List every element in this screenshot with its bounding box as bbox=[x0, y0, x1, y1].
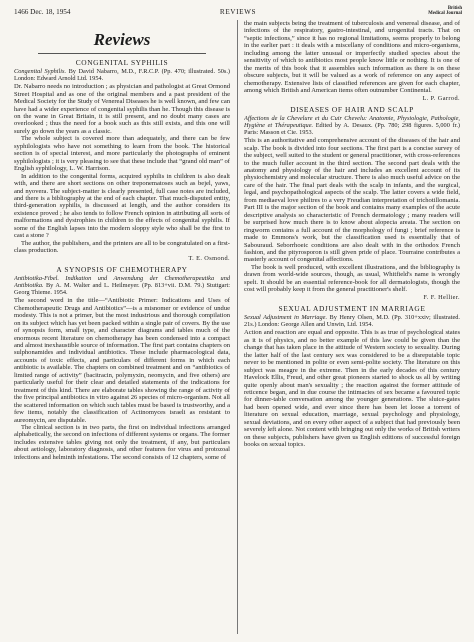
review-paragraph: This is an authoritative and comprehensive account of the diseases of the hair and scalp. The book is divided into four sections. The first part is a concise survey of the subject, well suited to the student or general practitioner, with cross-references to the much fuller account in the third section. The second part deals with the anatomy and physiology of the hair and includes an excellent account of its physiochemistry and molecular structure. There is also much useful advice on the care of the hair. The final part deals with the scalp in infants, and the surgical, legal, and psychopathological aspects of the scalp. The latter covers a wide field, from mediaeval love philtres to a very Freudian interpretation of trichotillomania. Part III is the major section of the book and contains many examples of the acute descriptive analysis so characteristic of French dermatology ; many readers will be surprised how much there is to know about alopecia areata. The section on ringworm contains a full account of the morphology of fungi ; brief reference is made to Emmons's work, but the classification used is essentially that of Sabouraud. Seborrhoeic conditions are also dealt with in the orthodox French fashion, and the pityrosporon is still given pride of place. Tourraine contributes a masterly account of congenital affections. bbox=[244, 137, 460, 264]
review-heading-congenital-syphilis: CONGENITAL SYPHILIS bbox=[75, 58, 169, 67]
review-paragraph: The clinical section is in two parts, the first on individual infections arranged alphabetically, the second on infections of different systems or organs. The former includes extensive tables giving not only the treatment, if any, but particulars about aetiology, laboratory diagnosis, and other features for virus and protozoal infections and helminth infestations. The second consists of 12 chapters, some of bbox=[14, 424, 230, 461]
book-details: By David Nabarro, M.D., F.R.C.P. (Pp. 470; illustrated. 50s.) London: Edward Arnold Ltd. 1954. bbox=[14, 68, 230, 83]
review-paragraph: In addition to the congenital forms, acquired syphilis in children is also dealt with, and there are short sections on other treponematoses such as bejel, yaws, and nyovera. The subject-matter is clearly presented, full case notes are included, and there is a bibliography at the end of each chapter. That much-disputed entity, third-generation syphilis, is discussed at length, and the author considers its existence proved ; he also tends to follow French opinion in attributing all sorts of malformations and dystrophies in children to the effects of congenital syphilis. If some of the English lapses into the modern sloppy style who shall be the first to cast a stone ? bbox=[14, 172, 230, 240]
book-title: Affections de la Chevelure et du Cuir Chevelu: Anatomie, Physiologie, Pathologie, Hygiène et Thérapeutique. bbox=[244, 114, 460, 130]
reviewer-signature: F. F. Hellier. bbox=[423, 293, 460, 301]
journal-name: British Medical Journal bbox=[428, 6, 462, 17]
reviewer-signature: T. E. Osmond. bbox=[188, 254, 230, 262]
book-title: Antibiotika-Fibel. Indikation und Anwendung der Chemotherapeutika und Antibiotika. bbox=[14, 275, 230, 290]
column-divider bbox=[237, 20, 238, 634]
book-title: Sexual Adjustment in Marriage. bbox=[244, 314, 328, 322]
review-heading-chemotherapy: A SYNOPSIS OF CHEMOTHERAPY bbox=[56, 265, 188, 275]
book-title: Congenital Syphilis. bbox=[14, 68, 67, 75]
review-heading-sexual-adjustment: SEXUAL ADJUSTMENT IN MARRIAGE bbox=[278, 304, 426, 314]
review-paragraph: The second word in the title—“Antibiotic Primer: Indications and Uses of Chemotherapeutic Drugs and Antibiotics”—is a misnomer or evidence of undue modesty. This is not a primer, but the most industrious and thorough compilation on its subject which has yet been packed within a single pair of covers. By the use of synopsis form, small type, and character diagrams and tables much of the enormous recent literature on chemotherapy has been condensed into a compact and almost inexhaustible source of information. The first part contains chapters on sulphonamides and individual antibiotics. These include pharmacological data, accounts of toxic effects, and particulars of different forms in which each antibiotic is available. The chapters on combined treatment and on “antibiotics of limited range of activity” (bacitracin, polymyxin, neomycin, and five others) are particularly useful for their clear and detailed statements of the indications for treatment of this kind. There are elaborate tables showing the range of activity of the five principal antibiotics in vitro against 26 species of micro-organism. Not all the scattered information on which such tables must be based is trustworthy, and a few items, notably the classification of Actinomyces israeli as resistant to aureomycin, are disputable. bbox=[14, 297, 230, 424]
left-column bbox=[14, 20, 230, 636]
review-citation bbox=[14, 275, 230, 296]
review-paragraph-continued: the main subjects being the treatment of tuberculosis and venereal disease, and of infections of the respiratory, gastro-intestinal, and urogenital tracts. That on “septic infections,” since it has no regional limitations, seems properly to belong in the earlier part : it deals with a miscellany of conditions and micro-organisms, including among the latter unusual or imperfectly studied species about the sensitivity of which to antibiotics most people know little or nothing. It is one of the merits of this book that it assembles such information as there is on these obscure subjects, but it will be valued as a work of reference on any aspect of chemotherapy. Extensive lists of classified references are given for each chapter, among which British and American items often outnumber Continental. bbox=[244, 20, 460, 95]
title-rule bbox=[38, 53, 206, 54]
book-details: By Henry Olsen, M.D. (Pp. 310+xxiv; illustrated. 21s.) London: George Allen and Unwin, Ltd. 1954. bbox=[244, 314, 460, 329]
page-number-and-date: 1466 Dec. 18, 1954 bbox=[14, 8, 71, 16]
review-paragraph: The whole subject is covered more than adequately, and there can be few syphilologists who have not something to learn from the book. The historical section is of special interest, and more particularly the photographs of eminent syphilologists ; it is very pleasing to see that these include that “grand old man” of English syphilology, L. W. Harrison. bbox=[14, 135, 230, 173]
review-citation bbox=[244, 115, 460, 136]
section-label: REVIEWS bbox=[219, 8, 257, 16]
review-citation bbox=[14, 68, 230, 82]
review-paragraph: Action and reaction are equal and opposite. This is as true of psychological states as it is of physics, and no better example of this law could be given than the change that has taken place in the attitude of Western society to sexuality. During the latter half of the last century sex was considered to be a disreputable topic never to be mentioned in polite or even semi-polite society. The literature on this subject was meagre in the extreme. Then in the early decades of this century Havelock Ellis, Freud, and other great pioneers started to shock us all by writing quite openly about man's sexuality ; the reaction against the former attitude of reticence began, and in due course the intimacies of sex became a favoured topic for dinner-table conversation among the younger generations. The sluice-gates had been opened wide, and ever since there has been let loose a torrent of literature on sexual education, marriage, sexual psychology and physiology, sexual deviations, and on every other aspect of a subject that had previously been severely left alone. Not content with bringing out only the works of British writers on these subjects, publishers have given us English editions of successful foreign books on sexual topics. bbox=[244, 329, 460, 449]
right-column bbox=[244, 20, 460, 636]
review-paragraph: The author, the publishers, and the printers are all to be congratulated on a first-class production. bbox=[14, 239, 230, 255]
review-paragraph: Dr. Nabarro needs no introduction ; as physician and pathologist at Great Ormond Street Hospital and as one of the original members and a past president of the Medical Society for the Study of Venereal Diseases he is well known, and few can have had a wider experience of congenital syphilis than he. Though this disease is on the wane in Great Britain, it is still present, and no doubt many cases are overlooked ; thus the need for a book such as this still exists, and this one will surely go down the years as a classic. bbox=[14, 83, 230, 135]
journal-page bbox=[14, 6, 462, 636]
book-details: Edited by A. Desaux. (Pp. 780; 298 figures. 5,000 fr.) Paris: Masson et Cie. 1953. bbox=[244, 122, 460, 137]
review-paragraph: The book is well produced, with excellent illustrations, and the bibliography is drawn from world-wide sources, though, as usual, Whitfield's name is wrongly spelt. It should be an essential reference-book for all dermatologists, though the cost will probably keep it from the general practitioner's shelf. bbox=[244, 263, 460, 294]
section-title: Reviews bbox=[93, 30, 151, 49]
running-header bbox=[14, 6, 462, 18]
reviewer-signature: L. P. Garrod. bbox=[422, 94, 460, 102]
review-citation bbox=[244, 314, 460, 328]
book-details: By A. M. Walter and L. Heilmeyer. (Pp. 813+vii. D.M. 79.) Stuttgart: Georg Thieme. 1954. bbox=[14, 282, 230, 297]
review-heading-hair-and-scalp: DISEASES OF HAIR AND SCALP bbox=[290, 104, 414, 114]
